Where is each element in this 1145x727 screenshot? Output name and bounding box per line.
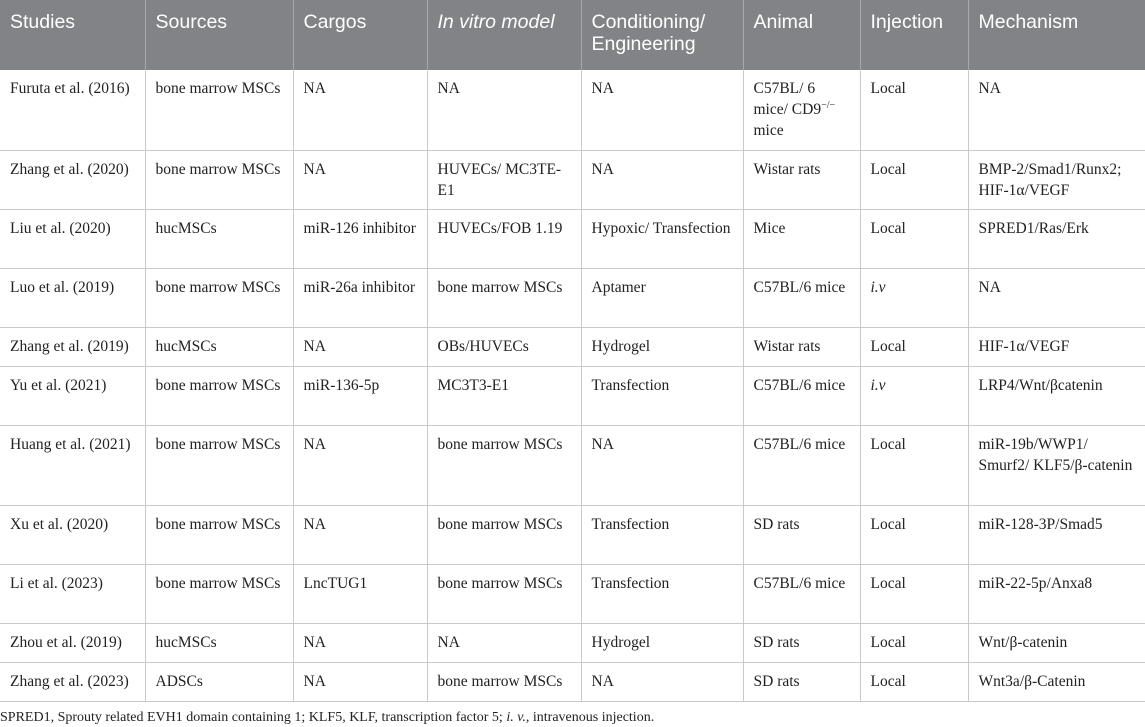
cell-invitro: bone marrow MSCs (427, 425, 581, 505)
cell-invitro: NA (427, 70, 581, 150)
cell-study: Huang et al. (2021) (0, 425, 145, 505)
cell-injection: Local (860, 425, 968, 505)
cell-animal: C57BL/6 mice (743, 268, 860, 327)
table-row (0, 209, 1145, 268)
table-row (0, 70, 1145, 150)
header-mechanism: Mechanism (968, 0, 1145, 70)
header-conditioning: Conditioning/ Engineering (581, 0, 743, 70)
cell-injection: Local (860, 662, 968, 701)
cell-study: Zhang et al. (2019) (0, 327, 145, 366)
cell-injection: Local (860, 505, 968, 564)
cell-mechanism: SPRED1/Ras/Erk (968, 209, 1145, 268)
header-in-vitro-model (427, 0, 581, 70)
cell-animal: Wistar rats (743, 150, 860, 209)
cell-conditioning: Aptamer (581, 268, 743, 327)
cell-cargo: miR-136-5p (293, 366, 427, 425)
cell-animal-suffix: mice (753, 122, 784, 139)
table-footnote (0, 702, 1145, 727)
cell-study: Furuta et al. (2016) (0, 70, 145, 150)
cell-study: Yu et al. (2021) (0, 366, 145, 425)
cell-study: Zhang et al. (2020) (0, 150, 145, 209)
cell-animal (743, 70, 860, 150)
footnote-text-end: , intravenous injection. (525, 709, 655, 725)
cell-source: hucMSCs (145, 623, 293, 662)
cell-invitro: OBs/HUVECs (427, 327, 581, 366)
cell-source: hucMSCs (145, 209, 293, 268)
cell-cargo: NA (293, 505, 427, 564)
cell-conditioning: NA (581, 70, 743, 150)
header-cargos: Cargos (293, 0, 427, 70)
table-row (0, 366, 1145, 425)
table-row (0, 505, 1145, 564)
cell-injection: Local (860, 150, 968, 209)
cell-cargo: NA (293, 623, 427, 662)
table-row (0, 623, 1145, 662)
cell-conditioning: NA (581, 662, 743, 701)
cell-animal: Mice (743, 209, 860, 268)
header-row (0, 0, 1145, 70)
table-row (0, 662, 1145, 701)
table-row (0, 425, 1145, 505)
table-row (0, 150, 1145, 209)
cell-source: bone marrow MSCs (145, 505, 293, 564)
cell-conditioning: Transfection (581, 366, 743, 425)
cell-invitro: bone marrow MSCs (427, 564, 581, 623)
cell-cargo: NA (293, 327, 427, 366)
cell-conditioning: Hypoxic/ Transfection (581, 209, 743, 268)
cell-invitro: MC3T3-E1 (427, 366, 581, 425)
cell-mechanism: miR-128-3P/Smad5 (968, 505, 1145, 564)
footnote-text: SPRED1, Sprouty related EVH1 domain containing 1; KLF5, KLF, transcription factor 5; (0, 709, 507, 725)
cell-animal-superscript: −/− (821, 99, 836, 111)
cell-conditioning: Hydrogel (581, 327, 743, 366)
cell-invitro: HUVECs/ MC3TE-E1 (427, 150, 581, 209)
table-row (0, 327, 1145, 366)
cell-study: Xu et al. (2020) (0, 505, 145, 564)
cell-mechanism: Wnt/β-catenin (968, 623, 1145, 662)
header-sources: Sources (145, 0, 293, 70)
cell-source: ADSCs (145, 662, 293, 701)
cell-mechanism: LRP4/Wnt/βcatenin (968, 366, 1145, 425)
cell-animal: C57BL/6 mice (743, 564, 860, 623)
cell-injection: Local (860, 623, 968, 662)
cell-conditioning: Transfection (581, 505, 743, 564)
cell-injection: Local (860, 327, 968, 366)
cell-injection: Local (860, 70, 968, 150)
header-studies: Studies (0, 0, 145, 70)
cell-cargo: NA (293, 425, 427, 505)
cell-animal: C57BL/6 mice (743, 425, 860, 505)
cell-invitro: NA (427, 623, 581, 662)
cell-mechanism: BMP-2/Smad1/Runx2; HIF-1α/VEGF (968, 150, 1145, 209)
cell-injection: Local (860, 209, 968, 268)
cell-injection: i.v (860, 366, 968, 425)
cell-invitro: bone marrow MSCs (427, 662, 581, 701)
header-injection: Injection (860, 0, 968, 70)
cell-mechanism: miR-19b/WWP1/ Smurf2/ KLF5/β-catenin (968, 425, 1145, 505)
cell-study: Zhang et al. (2023) (0, 662, 145, 701)
cell-cargo: miR-26a inhibitor (293, 268, 427, 327)
cell-conditioning: Transfection (581, 564, 743, 623)
cell-animal: Wistar rats (743, 327, 860, 366)
cell-source: bone marrow MSCs (145, 150, 293, 209)
table-row (0, 564, 1145, 623)
cell-cargo: LncTUG1 (293, 564, 427, 623)
cell-conditioning: NA (581, 150, 743, 209)
cell-mechanism: NA (968, 268, 1145, 327)
cell-cargo: miR-126 inhibitor (293, 209, 427, 268)
cell-animal-text: C57BL/ 6 mice/ CD9 (753, 80, 822, 118)
cell-conditioning: NA (581, 425, 743, 505)
cell-source: bone marrow MSCs (145, 564, 293, 623)
cell-cargo: NA (293, 662, 427, 701)
cell-injection: i.v (860, 268, 968, 327)
table-row (0, 268, 1145, 327)
cell-study: Li et al. (2023) (0, 564, 145, 623)
footnote-abbrev: i. v. (506, 709, 526, 725)
cell-cargo: NA (293, 150, 427, 209)
cell-source: bone marrow MSCs (145, 70, 293, 150)
cell-source: bone marrow MSCs (145, 425, 293, 505)
cell-source: hucMSCs (145, 327, 293, 366)
cell-study: Liu et al. (2020) (0, 209, 145, 268)
cell-study: Luo et al. (2019) (0, 268, 145, 327)
cell-injection: Local (860, 564, 968, 623)
cell-cargo: NA (293, 70, 427, 150)
cell-mechanism: Wnt3a/β-Catenin (968, 662, 1145, 701)
cell-invitro: bone marrow MSCs (427, 505, 581, 564)
cell-animal: SD rats (743, 662, 860, 701)
cell-animal: SD rats (743, 623, 860, 662)
cell-mechanism: HIF-1α/VEGF (968, 327, 1145, 366)
cell-invitro: bone marrow MSCs (427, 268, 581, 327)
header-animal: Animal (743, 0, 860, 70)
header-in-vitro-model-text: In vitro model (437, 11, 555, 33)
cell-mechanism: miR-22-5p/Anxa8 (968, 564, 1145, 623)
cell-invitro: HUVECs/FOB 1.19 (427, 209, 581, 268)
cell-source: bone marrow MSCs (145, 268, 293, 327)
cell-conditioning: Hydrogel (581, 623, 743, 662)
cell-animal: SD rats (743, 505, 860, 564)
cell-study: Zhou et al. (2019) (0, 623, 145, 662)
cell-mechanism: NA (968, 70, 1145, 150)
cell-animal: C57BL/6 mice (743, 366, 860, 425)
cell-source: bone marrow MSCs (145, 366, 293, 425)
